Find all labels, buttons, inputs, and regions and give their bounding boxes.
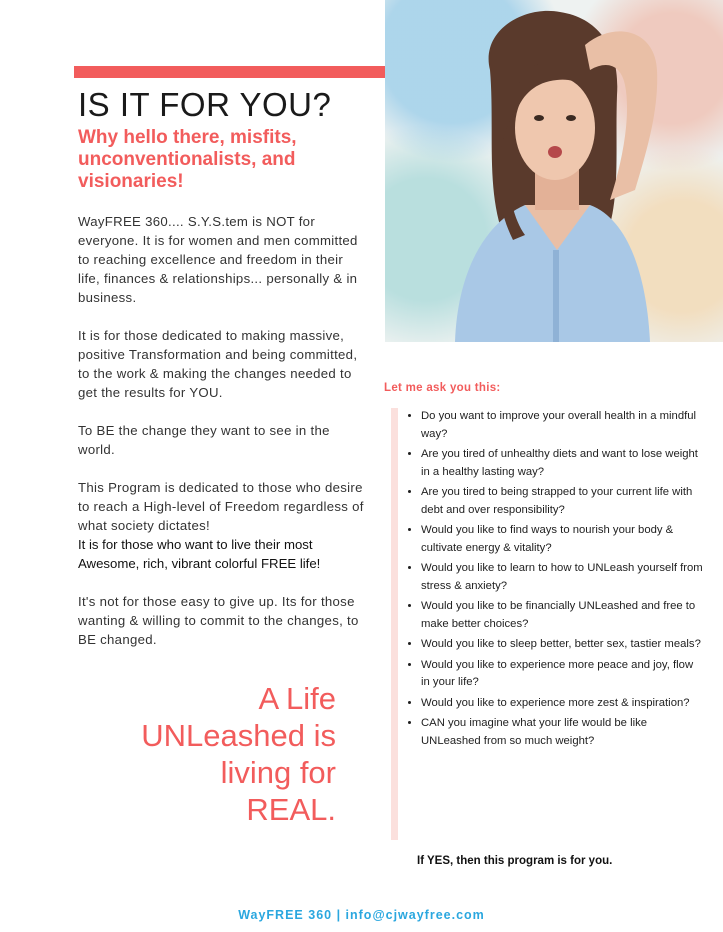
- list-item: • Would you like to sleep better, better sex, tastier meals?: [421, 636, 703, 654]
- woman-portrait-photo: [385, 0, 723, 342]
- tagline: [46, 680, 336, 828]
- list-item: • Would you like to experience more peace and joy, flow in your life?: [421, 657, 703, 692]
- list-item: • Are you tired of unhealthy diets and want to lose weight in a healthy lasting way?: [421, 446, 703, 481]
- accent-bar: [74, 66, 385, 78]
- side-divider: [391, 408, 398, 840]
- page-title: IS IT FOR YOU?: [78, 86, 332, 123]
- list-item: • Do you want to improve your overall health in a mindful way?: [421, 408, 703, 443]
- paragraph: It is for those dedicated to making massive, positive Transformation and being committed, to the work & making the changes needed to get the results for YOU.: [78, 328, 358, 400]
- paragraph: WayFREE 360.... S.Y.S.tem is NOT for everyone. It is for women and men committed to reaching excellence and freedom in their life, finances & relationships... personally & in business.: [78, 214, 358, 305]
- list-item: • Would you like to learn to how to UNLeash yourself from stress & anxiety?: [421, 560, 703, 595]
- questions-heading: Let me ask you this:: [384, 382, 501, 394]
- list-item: • CAN you imagine what your life would be like UNLeashed from so much weight?: [421, 715, 703, 750]
- intro-text: [78, 212, 368, 668]
- paragraph: It is for those who want to live their most Awesome, rich, vibrant colorful FREE life!: [78, 537, 321, 571]
- list-item: • Would you like to find ways to nourish your body & cultivate energy & vitality?: [421, 522, 703, 557]
- footer-contact[interactable]: WayFREE 360 | info@cjwayfree.com: [238, 908, 485, 922]
- list-item: • Are you tired to being strapped to your current life with debt and over responsibility?: [421, 484, 703, 519]
- tagline-line: A Life: [258, 681, 336, 716]
- page-subtitle: Why hello there, misfits, unconventionalists, and visionaries!: [78, 127, 297, 192]
- portrait-illustration: [385, 0, 723, 342]
- paragraph: This Program is dedicated to those who desire to reach a High-level of Freedom regardless of what society dictates!: [78, 480, 364, 533]
- list-item: • Would you like to be financially UNLeashed and free to make better choices?: [421, 598, 703, 633]
- tagline-line: UNLeashed is: [141, 718, 336, 753]
- list-item: • Would you like to experience more zest & inspiration?: [421, 695, 703, 713]
- tagline-line: living for: [220, 755, 336, 790]
- questions-list: [404, 408, 703, 753]
- paragraph: To BE the change they want to see in the world.: [78, 423, 330, 457]
- closing-line: If YES, then this program is for you.: [417, 855, 613, 867]
- tagline-line: REAL.: [246, 792, 336, 827]
- paragraph: It's not for those easy to give up. Its for those wanting & willing to commit to the changes, to BE changed.: [78, 594, 359, 647]
